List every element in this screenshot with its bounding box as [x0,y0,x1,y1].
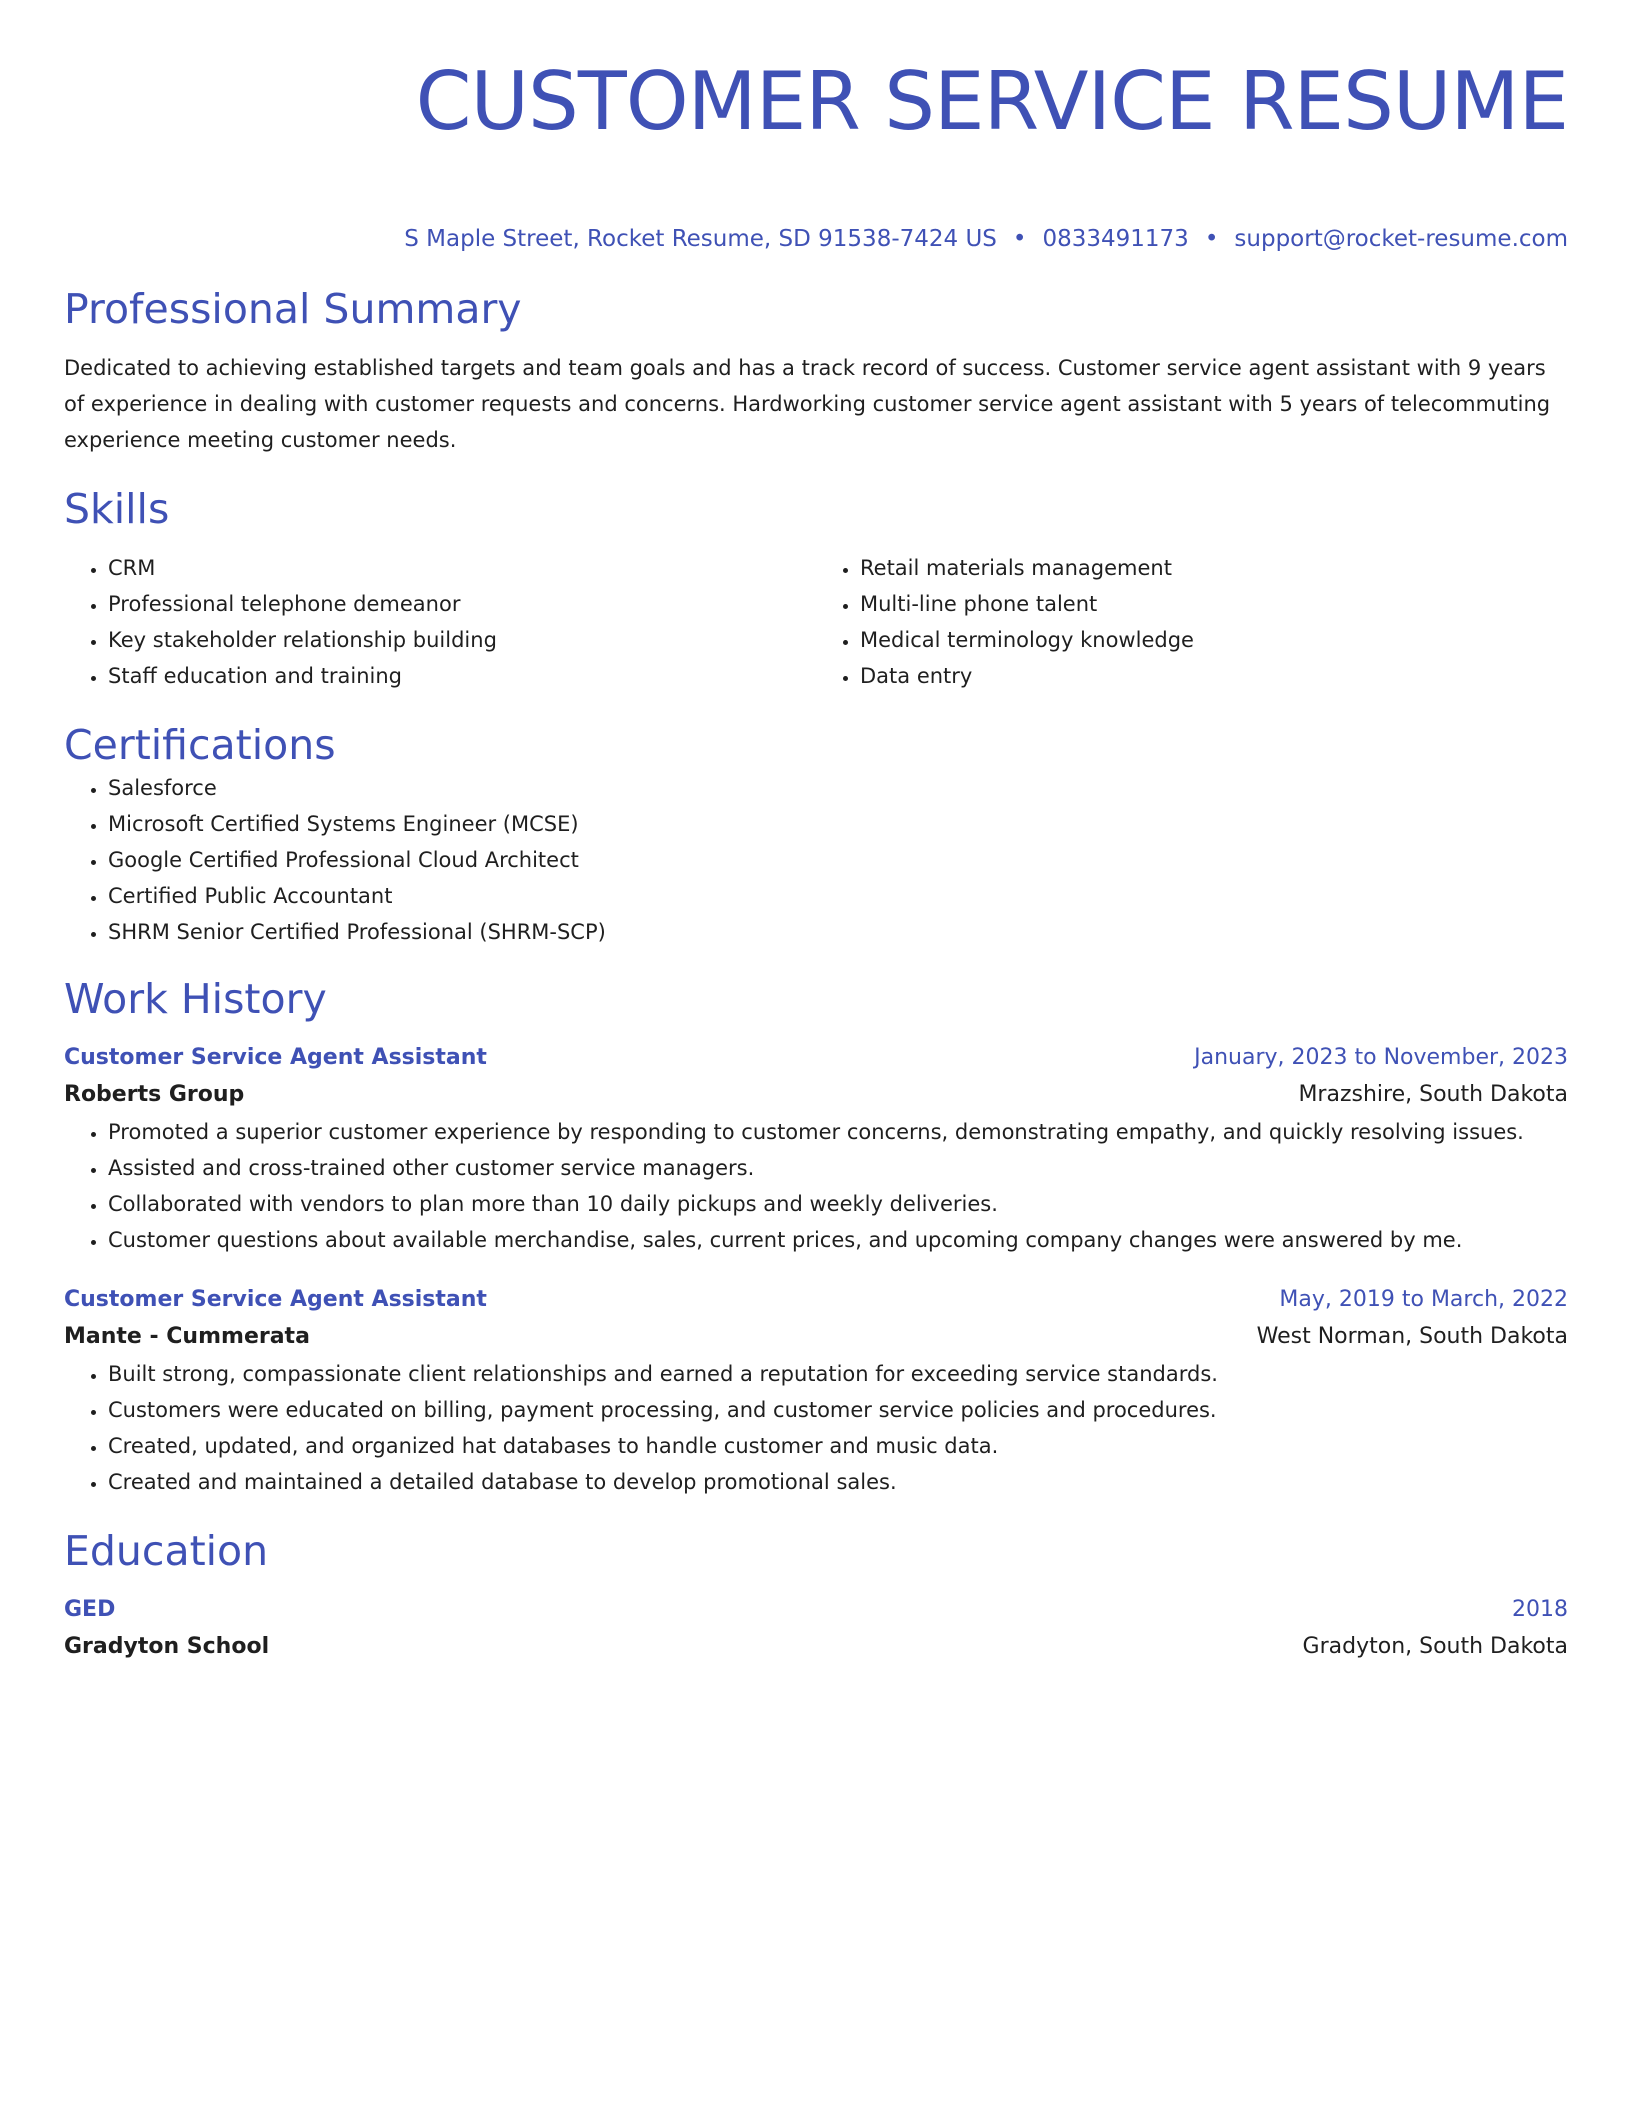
job-bullets [64,1114,1568,1258]
job-dates: May, 2019 to March, 2022 [1279,1287,1568,1312]
education-heading: Education [64,1527,269,1575]
skill-item: • Retail materials management [860,550,1568,586]
job-dates: January, 2023 to November, 2023 [1194,1045,1568,1070]
skill-item: • Multi-line phone talent [860,586,1568,622]
contact-separator: • [1204,226,1219,252]
skill-item: • Data entry [860,658,1568,694]
certifications-list [64,770,1568,950]
education-header-row [64,1592,1568,1628]
contact-email[interactable]: support@rocket-resume.com [1234,226,1568,252]
skill-item: • Staff education and training [108,658,816,694]
contact-line [64,224,1568,254]
contact-address: S Maple Street, Rocket Resume, SD 91538-7424 US [404,226,997,252]
job-company-row [64,1076,1568,1114]
job-company: Roberts Group [64,1082,245,1107]
job-company-row [64,1318,1568,1356]
skill-item: • Key stakeholder relationship building [108,622,816,658]
job-bullet: • Collaborated with vendors to plan more than 10 daily pickups and weekly deliveries. [108,1186,1568,1222]
job-bullet: • Promoted a superior customer experience by responding to customer concerns, demonstrating empathy, and quickly resolving issues. [108,1114,1568,1150]
job-entry [64,1040,1568,1258]
job-entry [64,1282,1568,1500]
skill-item: • CRM [108,550,816,586]
job-location: West Norman, South Dakota [1256,1324,1568,1349]
resume-title: CUSTOMER SERVICE RESUME [415,55,1568,148]
education-year: 2018 [1512,1597,1568,1622]
skills-column-left [64,550,816,694]
certification-item: • Microsoft Certified Systems Engineer (MCSE) [108,806,1568,842]
work-history-heading: Work History [64,975,327,1023]
job-title: Customer Service Agent Assistant [64,1287,487,1312]
certification-item: • SHRM Senior Certified Professional (SHRM-SCP) [108,914,1568,950]
education-location: Gradyton, South Dakota [1302,1634,1568,1659]
resume-header [64,0,1568,254]
education-school-row [64,1628,1568,1666]
job-company: Mante - Cummerata [64,1324,310,1349]
skills-heading: Skills [64,485,170,533]
job-bullet: • Customers were educated on billing, payment processing, and customer service policies and procedures. [108,1392,1568,1428]
summary-section [64,284,1568,458]
education-school: Gradyton School [64,1634,270,1659]
job-header-row [64,1282,1568,1318]
job-bullet: • Created and maintained a detailed database to develop promotional sales. [108,1464,1568,1500]
certifications-section [64,720,1568,950]
job-bullet: • Assisted and cross-trained other customer service managers. [108,1150,1568,1186]
job-title: Customer Service Agent Assistant [64,1045,487,1070]
education-degree: GED [64,1597,116,1622]
contact-phone: 0833491173 [1042,226,1189,252]
job-bullet: • Created, updated, and organized hat databases to handle customer and music data. [108,1428,1568,1464]
contact-separator: • [1012,226,1027,252]
job-location: Mrazshire, South Dakota [1298,1082,1568,1107]
certification-item: • Google Certified Professional Cloud Architect [108,842,1568,878]
skills-section [64,484,1568,694]
certification-item: • Salesforce [108,770,1568,806]
job-bullet: • Customer questions about available merchandise, sales, current prices, and upcoming company changes were answered by me. [108,1222,1568,1258]
skills-grid [64,550,1568,694]
job-bullets [64,1356,1568,1500]
skill-item: • Professional telephone demeanor [108,586,816,622]
job-bullet: • Built strong, compassionate client relationships and earned a reputation for exceeding service standards. [108,1356,1568,1392]
education-entry [64,1592,1568,1666]
summary-text: Dedicated to achieving established targets and team goals and has a track record of success. Customer service agent assistant with 9 years of experience in dealing with customer requests and concerns. Hardworking customer service agent assistant with 5 years of telecommuting experience meeting customer needs. [64,356,1551,452]
certifications-heading: Certifications [64,721,336,769]
certification-item: • Certified Public Accountant [108,878,1568,914]
job-header-row [64,1040,1568,1076]
skill-item: • Medical terminology knowledge [860,622,1568,658]
summary-heading: Professional Summary [64,285,522,333]
skills-column-right [816,550,1568,694]
education-section [64,1526,1568,1666]
work-history-section [64,974,1568,1500]
